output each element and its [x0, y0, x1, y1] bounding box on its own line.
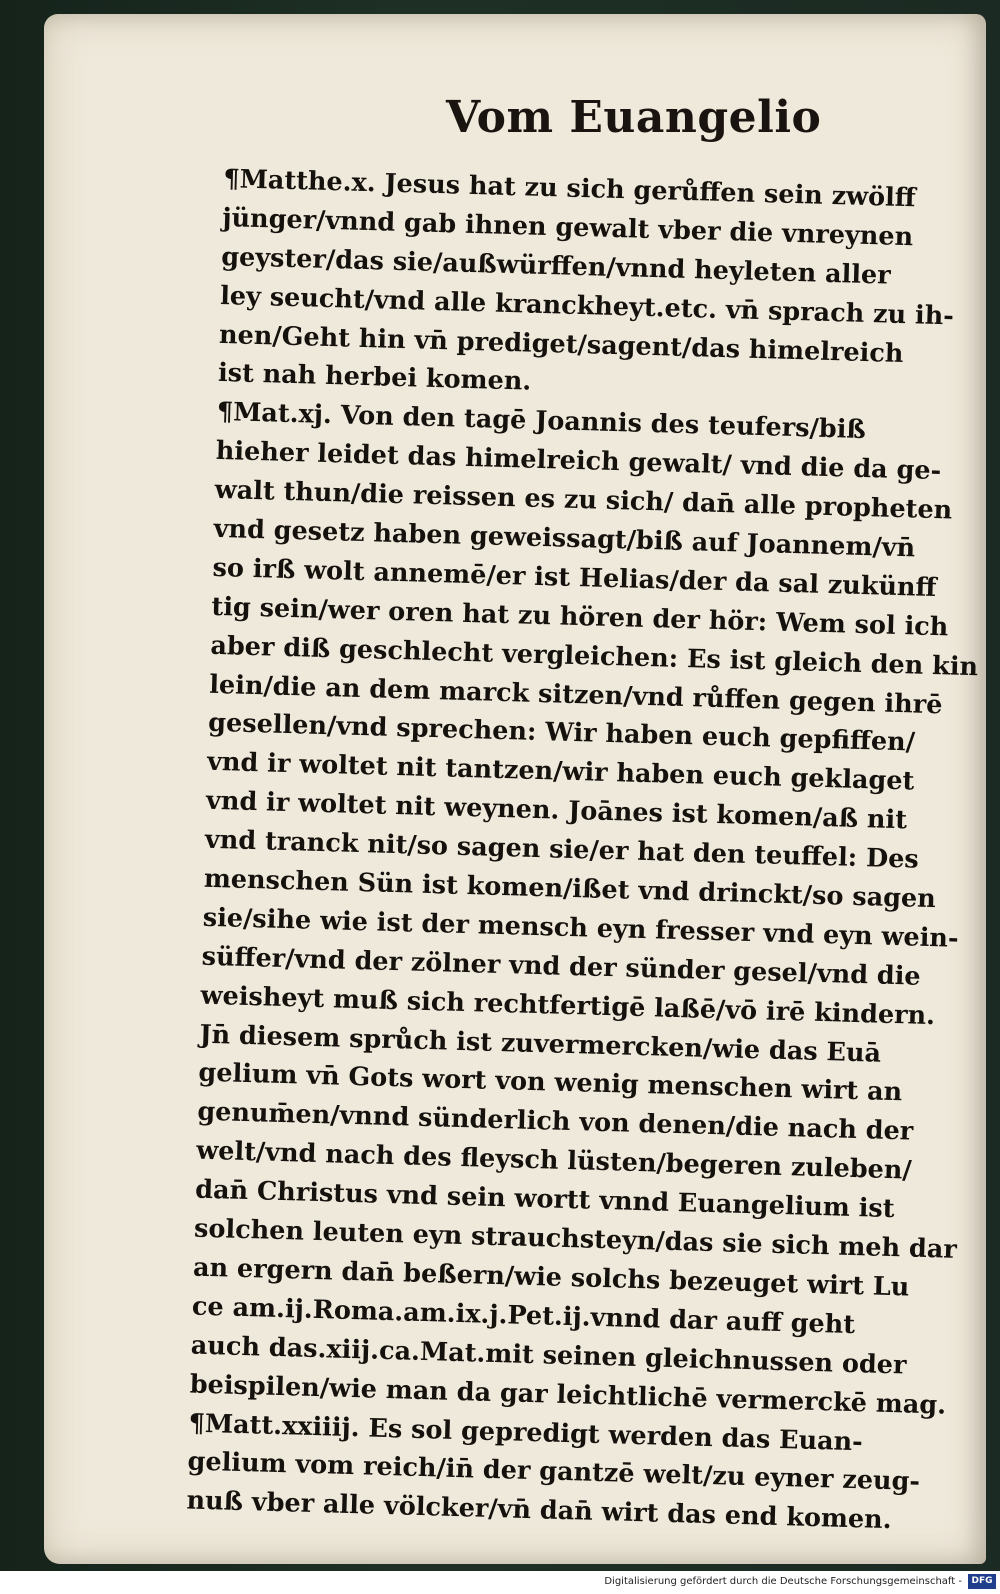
- text-line: vnd ir woltet nit weynen. Joānes ist komen/aß nit: [205, 786, 908, 836]
- text-line: ce am.ij.Roma.am.ix.j.Pet.ij.vnnd dar auff geht: [191, 1291, 856, 1340]
- text-line: Jn̄ diesem sprůch ist zuvermercken/wie das Euā: [199, 1019, 882, 1069]
- page-heading: Vom Euangelio: [446, 92, 822, 143]
- text-line: sie/sihe wie ist der mensch eyn fresser vnd eyn wein-: [202, 902, 959, 954]
- text-line: menschen Sün ist komen/ißet vnd drinckt/so sagen: [203, 863, 937, 915]
- text-line: geyster/das sie/außwürffen/vnnd heyleten aller: [220, 241, 892, 291]
- text-line: gelium vom reich/in̄ der gantzē welt/zu eyner zeug-: [187, 1446, 921, 1498]
- text-line: vnd ir woltet nit tantzen/wir haben euch geklaget: [206, 747, 915, 797]
- text-line: tig sein/wer oren hat zu hören der hör: Wem sol ich: [211, 591, 949, 643]
- text-line: auch das.xiij.ca.Mat.mit seinen gleichnussen oder: [190, 1330, 907, 1381]
- text-line: vnd tranck nit/so sagen sie/er hat den teuffel: Des: [204, 824, 920, 875]
- text-line: welt/vnd nach des fleysch lüsten/begeren zuleben/: [195, 1135, 913, 1186]
- text-line: ¶Matthe.x. Jesus hat zu sich gerůffen sein zwölff: [223, 163, 917, 214]
- text-line: an ergern dan̄ beßern/wie solchs bezeuget wirt Lu: [192, 1252, 910, 1303]
- text-line: ¶Matt.xxiiij. Es sol gepredigt werden das Euan-: [188, 1408, 864, 1457]
- text-line: ¶Mat.xj. Von den tagē Joannis des teufers/biß: [216, 397, 867, 446]
- dfg-logo: DFG: [968, 1574, 996, 1589]
- text-line: jünger/vnnd gab ihnen gewalt vber die vnreynen: [221, 202, 914, 253]
- text-line: gelium vn̄ Gots wort von wenig menschen wirt an: [198, 1058, 903, 1108]
- body-text: [186, 160, 1000, 1543]
- text-line: süffer/vnd der zölner vnd der sünder gesel/vnd die: [201, 941, 922, 992]
- text-line: genum̄en/vnnd sünderlich von denen/die nach der: [196, 1097, 914, 1147]
- text-line: aber diß geschlecht vergleichen: Es ist gleich den kin: [210, 630, 979, 682]
- text-line: ley seucht/vnd alle kranckheyt.etc. vn̄ sprach zu ih-: [219, 280, 955, 332]
- text-line: dan̄ Christus vnd sein wortt vnnd Euangelium ist: [194, 1174, 895, 1225]
- text-line: vnd gesetz haben geweissagt/biß auf Joannem/vn̄: [213, 513, 916, 564]
- text-line: beispilen/wie man da gar leichtlichē vermerckē mag.: [189, 1369, 947, 1421]
- text-line: gesellen/vnd sprechen: Wir haben euch gepfiffen/: [207, 708, 916, 758]
- footer-bar: [0, 1571, 1000, 1594]
- text-line: hieher leidet das himelreich gewalt/ vnd die da ge-: [215, 436, 942, 487]
- text-line: nuß vber alle völcker/vn̄ dan̄ wirt das end komen.: [186, 1485, 892, 1536]
- footer-credit: Digitalisierung gefördert durch die Deutsche Forschungsgemeinschaft -: [604, 1576, 962, 1587]
- text-line: solchen leuten eyn strauchsteyn/das sie sich meh dar: [193, 1213, 958, 1265]
- book-page: [44, 14, 986, 1564]
- text-line: lein/die an dem marck sitzen/vnd růffen gegen ihrē: [208, 669, 943, 720]
- text-line: nen/Geht hin vn̄ prediget/sagent/das himelreich: [218, 319, 904, 369]
- text-line: so irß wolt annemē/er ist Helias/der da sal zukünff: [212, 552, 937, 603]
- text-line: walt thun/die reissen es zu sich/ dan̄ alle propheten: [214, 475, 953, 526]
- text-line: weisheyt muß sich rechtfertigē laßē/vō irē kindern.: [200, 980, 936, 1031]
- text-line: ist nah herbei komen.: [217, 358, 532, 398]
